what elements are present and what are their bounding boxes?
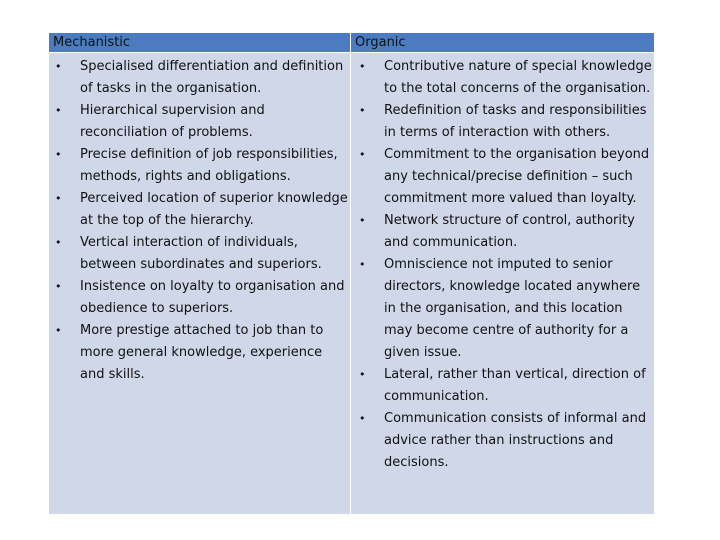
bullet-icon: •: [359, 148, 366, 161]
list-item: • Hierarchical supervision and reconciliation of problems.: [49, 100, 350, 144]
bullet-icon: •: [359, 258, 366, 271]
list-item: • Insistence on loyalty to organisation and obedience to superiors.: [49, 276, 350, 320]
organic-column: [350, 53, 654, 514]
list-item: • Lateral, rather than vertical, direction of communication.: [351, 364, 654, 408]
bullet-icon: •: [359, 412, 366, 425]
bullet-icon: •: [359, 214, 366, 227]
list-item: • More prestige attached to job than to more general knowledge, experience and skills.: [49, 320, 350, 386]
bullet-icon: •: [55, 236, 62, 249]
bullet-icon: •: [55, 324, 62, 337]
bullet-icon: •: [359, 104, 366, 117]
list-item: • Contributive nature of special knowledge to the total concerns of the organisation.: [351, 56, 654, 100]
bullet-icon: •: [55, 104, 62, 117]
mechanistic-list: [49, 56, 350, 386]
list-item: • Omniscience not imputed to senior directors, knowledge located anywhere in the organisation, and this location may become centre of authority for a given issue.: [351, 254, 654, 364]
list-item: • Perceived location of superior knowledge at the top of the hierarchy.: [49, 188, 350, 232]
list-item: • Network structure of control, authority and communication.: [351, 210, 654, 254]
bullet-icon: •: [359, 60, 366, 73]
list-item: • Commitment to the organisation beyond any technical/precise definition – such commitment more valued than loyalty.: [351, 144, 654, 210]
organic-list: [351, 56, 654, 474]
mechanistic-column: [49, 53, 350, 514]
list-item: • Specialised differentiation and definition of tasks in the organisation.: [49, 56, 350, 100]
list-item: • Precise definition of job responsibilities, methods, rights and obligations.: [49, 144, 350, 188]
list-item: • Redefinition of tasks and responsibilities in terms of interaction with others.: [351, 100, 654, 144]
header-organic: Organic: [350, 33, 654, 53]
header-mechanistic: Mechanistic: [49, 33, 350, 53]
comparison-table: [49, 33, 654, 514]
bullet-icon: •: [55, 148, 62, 161]
bullet-icon: •: [359, 368, 366, 381]
bullet-icon: •: [55, 60, 62, 73]
list-item: • Communication consists of informal and advice rather than instructions and decisions.: [351, 408, 654, 474]
bullet-icon: •: [55, 192, 62, 205]
bullet-icon: •: [55, 280, 62, 293]
list-item: • Vertical interaction of individuals, between subordinates and superiors.: [49, 232, 350, 276]
